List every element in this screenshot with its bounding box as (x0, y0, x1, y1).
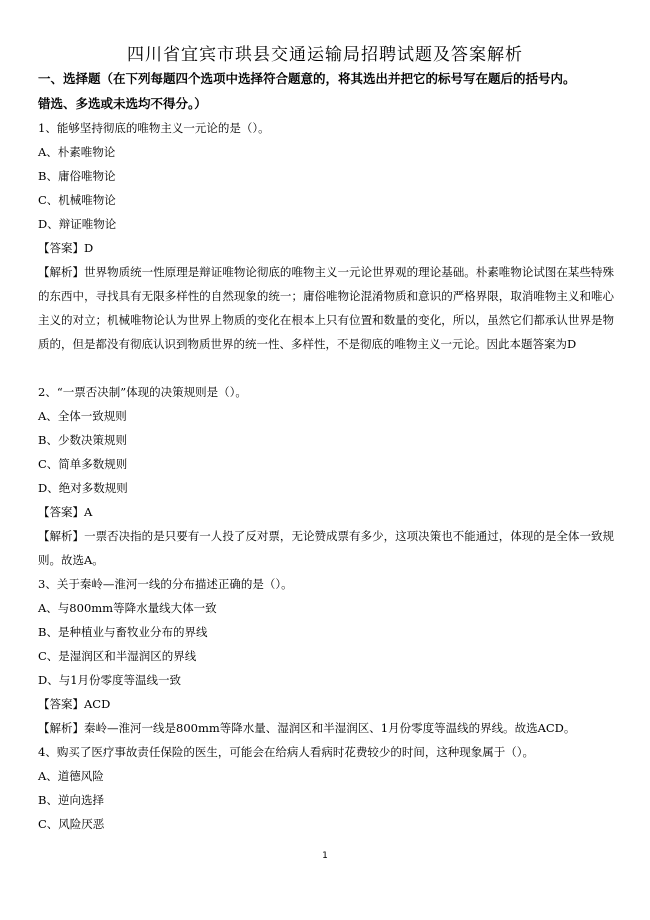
question-4-option-a: A、道德风险 (38, 769, 104, 783)
question-3-analysis: 【解析】秦岭—淮河一线是800mm等降水量、湿润区和半湿润区、1月份零度等温线的界线。故选ACD。 (38, 721, 576, 735)
question-2-answer: 【答案】A (38, 505, 93, 519)
question-1-option-c: C、机械唯物论 (38, 193, 116, 207)
question-4-stem: 4、购买了医疗事故责任保险的医生，可能会在给病人看病时花费较少的时间，这种现象属于（）。 (38, 745, 535, 759)
question-3-option-b: B、是种植业与畜牧业分布的界线 (38, 625, 208, 639)
question-1-answer: 【答案】D (38, 241, 94, 255)
question-1-option-b: B、庸俗唯物论 (38, 169, 116, 183)
question-3-stem: 3、关于秦岭—淮河一线的分布描述正确的是（）。 (38, 577, 293, 591)
question-1-option-d: D、辩证唯物论 (38, 217, 117, 231)
question-1-analysis: 【解析】世界物质统一性原理是辩证唯物论彻底的唯物主义一元论世界观的理论基础。朴素唯物论试图在某些特殊的东西中，寻找具有无限多样性的自然现象的统一；庸俗唯物论混淆物质和意识的严格界限，取消唯物主义和唯心主义的对立；机械唯物论认为世界上物质的变化在根本上只有位置和数量的变化，所以，虽然它们都承认世界是物质的，但是都没有彻底认识到物质世界的统一性、多样性，不是彻底的唯物主义一元论。因此本题答案为D (38, 265, 614, 351)
question-4-option-b: B、逆向选择 (38, 793, 104, 807)
question-3-answer: 【答案】ACD (38, 697, 111, 711)
question-2-analysis: 【解析】一票否决指的是只要有一人投了反对票，无论赞成票有多少，这项决策也不能通过，体现的是全体一致规则。故选A。 (38, 529, 614, 567)
page-number: 1 (322, 851, 328, 861)
question-1-stem: 1、能够坚持彻底的唯物主义一元论的是（）。 (38, 121, 270, 135)
question-3-option-d: D、与1月份零度等温线一致 (38, 673, 182, 687)
question-3-option-a: A、与800mm等降水量线大体一致 (38, 601, 217, 615)
question-2-option-b: B、少数决策规则 (38, 433, 127, 447)
question-4-option-c: C、风险厌恶 (38, 817, 105, 831)
question-2-option-c: C、简单多数规则 (38, 457, 128, 471)
question-3-option-c: C、是湿润区和半湿润区的界线 (38, 649, 197, 663)
section-heading-line-1: 一、选择题（在下列每题四个选项中选择符合题意的，将其选出并把它的标号写在题后的括号内。 (38, 71, 576, 86)
question-2-option-a: A、全体一致规则 (38, 409, 127, 423)
question-2-stem: 2、“一票否决制”体现的决策规则是（）。 (38, 385, 247, 399)
section-heading-line-2: 错选、多选或未选均不得分。） (38, 96, 207, 111)
question-1-option-a: A、朴素唯物论 (38, 145, 116, 159)
page-title: 四川省宜宾市珙县交通运输局招聘试题及答案解析 (127, 45, 523, 65)
question-2-option-d: D、绝对多数规则 (38, 481, 128, 495)
